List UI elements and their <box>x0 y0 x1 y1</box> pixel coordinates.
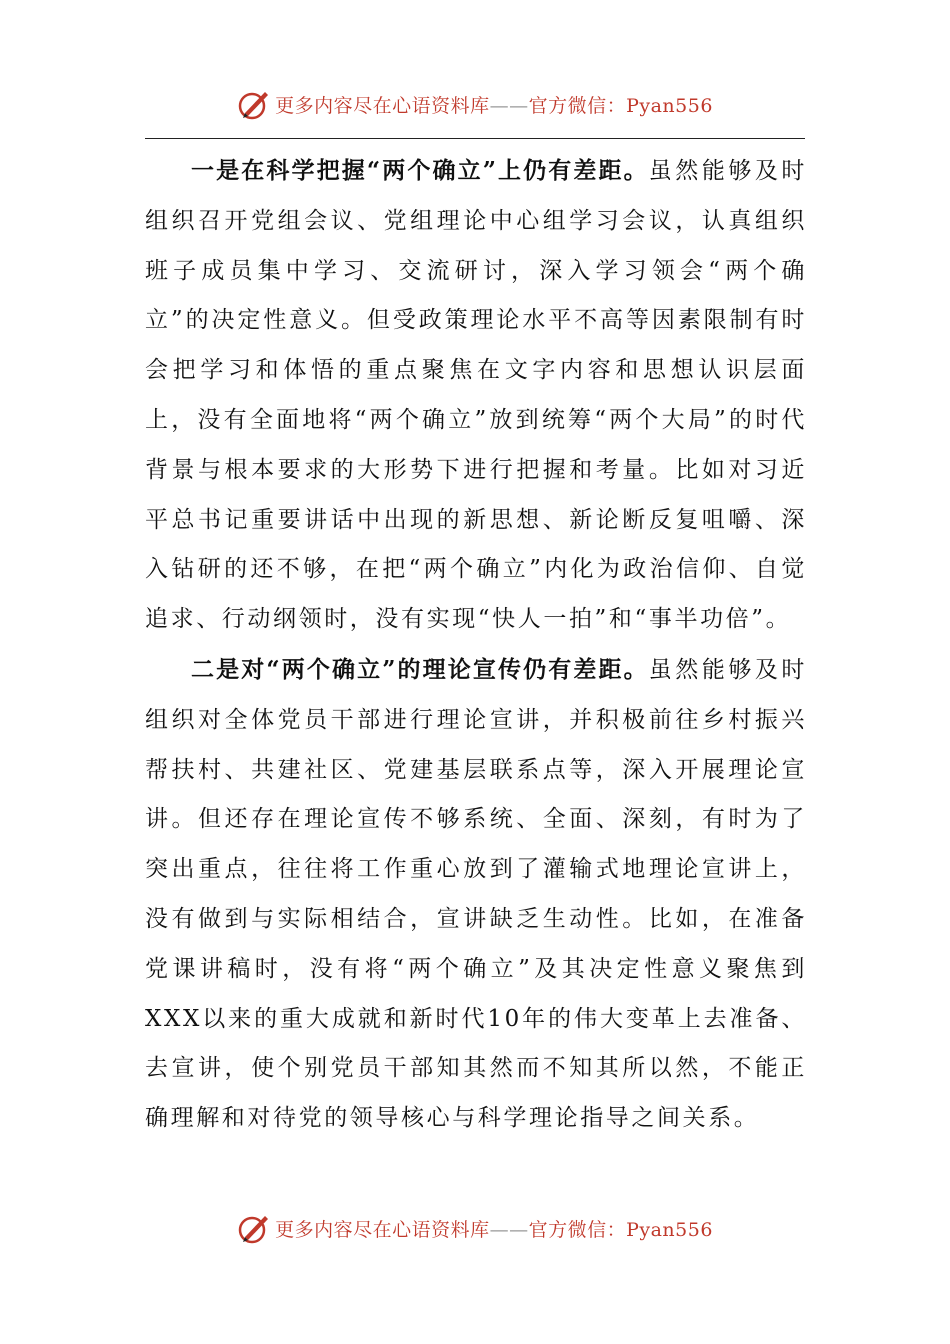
paragraph-2-heading: 二是对“两个确立”的理论宣传仍有差距。 <box>191 655 649 683</box>
document-body <box>145 146 807 1144</box>
watermark-text <box>275 1215 713 1242</box>
header-divider <box>145 138 805 139</box>
watermark-dash: —— <box>489 1218 529 1241</box>
paragraph-1-text: 虽然能够及时组织召开党组会议、党组理论中心组学习会议，认真组织班子成员集中学习、交流研讨，深入学习领会“两个确立”的决定性意义。但受政策理论水平不高等因素限制有时会把学习和体悟的重点聚焦在文字内容和思想认识层面上，没有全面地将“两个确立”放到统筹“两个大局”的时代背景与根本要求的大形势下进行把握和考量。比如对习近平总书记重要讲话中出现的新思想、新论断反复咀嚼、深入钻研的还不够，在把“两个确立”内化为政治信仰、自觉追求、行动纲领时，没有实现“快人一拍”和“事半功倍”。 <box>145 158 807 633</box>
paragraph-2 <box>145 645 807 1144</box>
watermark-wechat: 官方微信：Pyan556 <box>528 94 713 117</box>
footer-watermark <box>0 1208 950 1248</box>
pen-logo-icon <box>237 87 271 121</box>
watermark-wechat: 官方微信：Pyan556 <box>528 1218 713 1241</box>
watermark-main: 更多内容尽在心语资料库 <box>275 1218 490 1241</box>
pen-logo-icon <box>237 1211 271 1245</box>
paragraph-1 <box>145 146 807 645</box>
watermark-text <box>275 91 713 118</box>
paragraph-2-text: 虽然能够及时组织对全体党员干部进行理论宣讲，并积极前往乡村振兴帮扶村、共建社区、党建基层联系点等，深入开展理论宣讲。但还存在理论宣传不够系统、全面、深刻，有时为了突出重点，往往将工作重心放到了灌输式地理论宣讲上，没有做到与实际相结合，宣讲缺乏生动性。比如，在准备党课讲稿时，没有将“两个确立”及其决定性意义聚焦到XXX以来的重大成就和新时代10年的伟大变革上去准备、去宣讲，使个别党员干部知其然而不知其所以然，不能正确理解和对待党的领导核心与科学理论指导之间关系。 <box>145 656 807 1132</box>
header-watermark <box>0 84 950 124</box>
watermark-main: 更多内容尽在心语资料库 <box>275 94 490 117</box>
watermark-dash: —— <box>489 94 529 117</box>
paragraph-1-heading: 一是在科学把握“两个确立”上仍有差距。 <box>191 157 649 184</box>
